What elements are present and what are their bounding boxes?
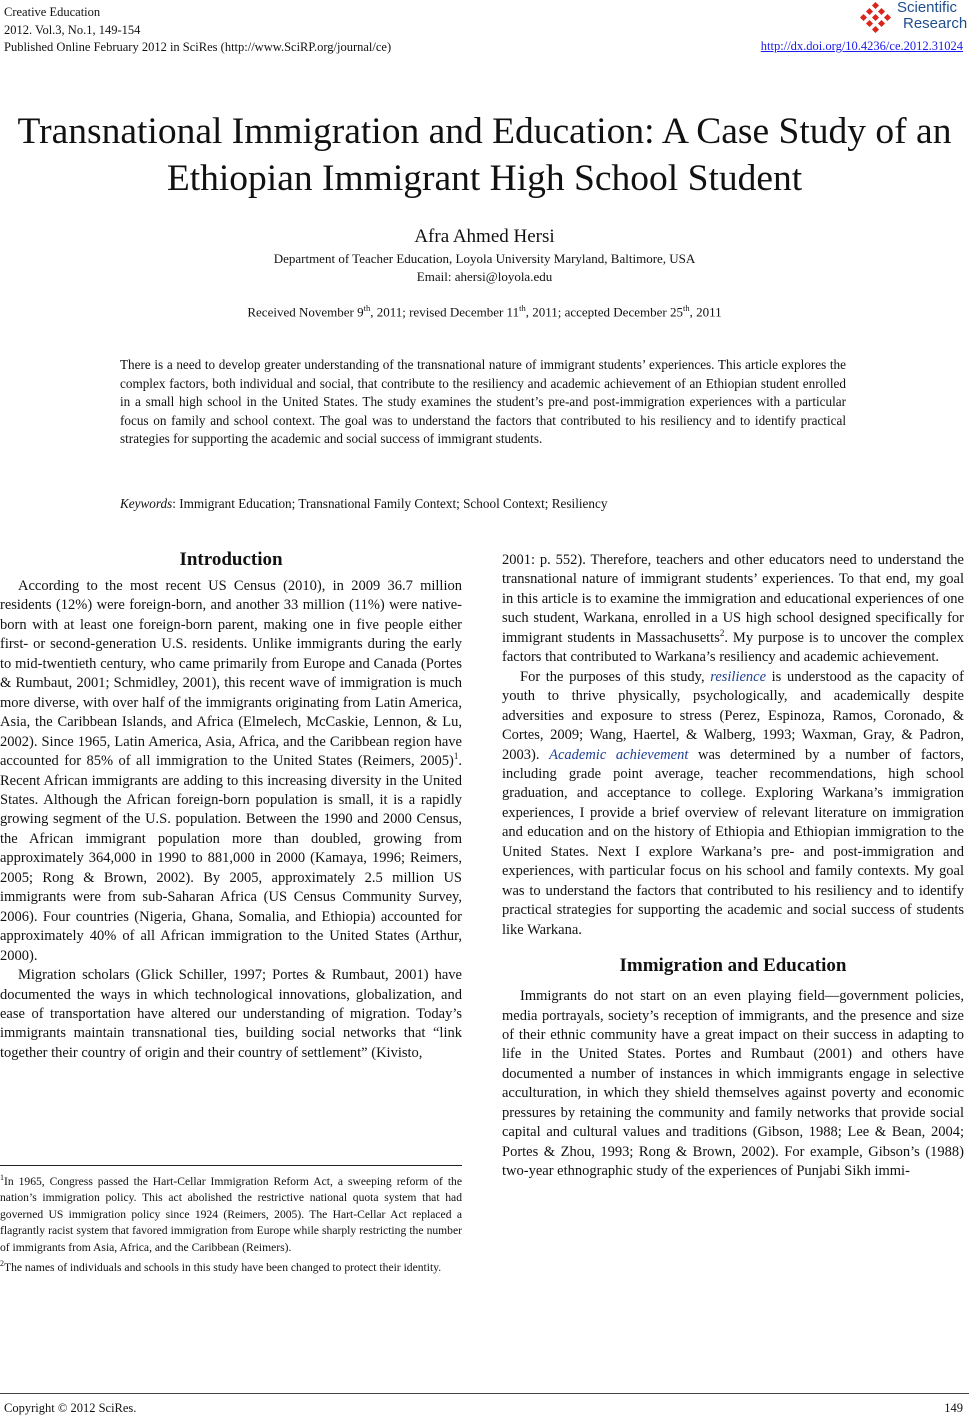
keywords-list: : Immigrant Education; Transnational Family Context; School Context; Resiliency: [172, 496, 608, 511]
footnote-1: $^1$In 1965, Congress passed the Hart-Cellar Immigration Reform Act, a sweeping reform of the nation’s immigration policy. This act abolished the restrictive national quota system that had governed US immigration policy since 1924 (Reimers, 2005). The Hart-Cellar Act replaced a flagrantly racist system that favored immigration from Europe while sharply restricting the number of immigrants from Asia, Africa, and the Caribbean (Reimers).: [0, 1173, 462, 1254]
paragraph: 2001: p. 552). Therefore, teachers and other educators need to understand the transnational nature of immigrant students’ experiences. To that end, my goal in this article is to examine the immigration and educational experiences of one such student, Warkana, enrolled in a US high school designed specifically for immigrant students in Massachusetts$^2$. My purpose is to uncover the complex factors that contributed to Warkana’s resiliency and academic achievement.: [502, 552, 964, 666]
journal-name: Creative Education: [4, 5, 101, 19]
paragraph: According to the most recent US Census (2010), in 2009 36.7 million residents (12%) were foreign-born, and another 33 million (11%) were native-born with at least one foreign-born parent, making one in five people either first- or second-generation U.S. residents. Unlike immigrants during the early to mid-twentieth century, who came primarily from Europe and Canada (Portes & Rumbaut, 2001; Schmidley, 2001), this recent wave of immigration is much more diverse, with over half of the immigrants originating from Latin America, Asia, the Caribbean Islands, and Africa (Elmelech, McCaskie, Lennon, & Lu, 2002). Since 1965, Latin America, Asia, Africa, and the Caribbean region have accounted for 85% of all immigration to the United States (Reimers, 2005)$^1$. Recent African immigrants are adding to this increasing diversity in the United States. Although the African foreign-born population is small, it is a rapidly growing segment of the U.S. population. Between the 1990 and 2000 Census, the African immigrant population more than doubled, growing from approximately 364,000 in 1990 to 881,000 in 2000 (Kamaya, 1996; Reimers, 2005; Rong & Brown, 2002). By 2005, approximately 2.5 million US immigrants were from sub-Saharan Africa (US Census Community Survey, 2006). Four countries (Nigeria, Ghana, Somalia, and Ethiopia) accounted for approximately 40% of all African immigration to the United States (Arthur, 2000).: [0, 578, 462, 964]
author-name: Afra Ahmed Hersi: [414, 226, 555, 247]
footnote-divider: [0, 1165, 462, 1166]
right-column: [502, 551, 964, 1182]
section-heading-immigration-and-education: Immigration and Education: [619, 955, 847, 977]
received-dates: Received November 9th, 2011; revised December 11th, 2011; accepted December 25th, 2011: [247, 303, 722, 320]
paragraph: Migration scholars (Glick Schiller, 1997; Portes & Rumbaut, 2001) have documented the ways in which technological innovations, globalization, and ease of transportation have altered our understanding of migration. Today’s immigrants maintain transnational ties, building social networks that “link together their country of origin and their country of settlement” (Kivisto,: [0, 967, 462, 1061]
copyright: Copyright © 2012 SciRes.: [4, 1401, 137, 1415]
paragraph: Immigrants do not start on an even playing field—government policies, media portrayals, society’s reception of immigrants, and the presence and size of their ethnic community have a great impact on their success in adapting to life in the United States. Portes and Rumbaut (2001) and others have documented a number of instances in which immigrants engage in selective acculturation, in which they shield themselves against poverty and economic pressures by retaining the community and family networks that provide social capital and cultural values and traditions (Gibson, 1988; Lee & Bean, 2004; Portes & Zhou, 1993; Rong & Brown, 2002). For example, Gibson’s (1988) two-year ethnographic study of the experiences of Punjabi Sikh immi-: [502, 988, 964, 1180]
published-line: Published Online February 2012 in SciRes (http://www.SciRP.org/journal/ce): [4, 40, 392, 54]
footnotes: [0, 1170, 462, 1277]
paper-title: Transnational Immigration and Education: A Case Study of an Ethiopian Immigrant High School Student: [17, 111, 952, 199]
author-email: Email: ahersi@loyola.edu: [416, 269, 553, 284]
abstract: There is a need to develop greater understanding of the transnational nature of immigrant students’ experiences. This article explores the complex factors, both individual and social, that contribute to the resiliency and academic achievement of an Ethiopian student enrolled in a small high school in the United States. The study examines the student’s pre-and post-immigration experiences with a particular focus on family and school context. The goal was to understand the factors that contributed to his resiliency and to identify practical strategies for supporting the academic and social success of immigrant students.: [120, 357, 846, 447]
scientific-research-logo: [859, 0, 968, 36]
keywords-label: Keywords: [120, 496, 173, 511]
page-number: 149: [944, 1401, 963, 1415]
keywords: [120, 496, 846, 512]
journal-volume: 2012. Vol.3, No.1, 149-154: [4, 22, 141, 37]
journal-header: [4, 4, 391, 57]
section-heading-introduction: Introduction: [179, 549, 283, 570]
logo-wordmark: Scientific Research: [897, 0, 968, 32]
doi-link[interactable]: http://dx.doi.org/10.4236/ce.2012.31024: [760, 39, 963, 53]
footnote-2: $^2$The names of individuals and schools in this study have been changed to protect their identity.: [0, 1259, 442, 1275]
left-column: [0, 549, 462, 1063]
logo-diamond-icon: [859, 2, 893, 34]
author-affiliation: Department of Teacher Education, Loyola University Maryland, Baltimore, USA Email: ahersi@loyola.edu: [0, 250, 969, 286]
footer-divider: [0, 1393, 969, 1394]
paragraph: For the purposes of this study, resilience is understood as the capacity of youth to thrive physically, psychologically, and academically despite adversities and exposure to stress (Perez, Espinoza, Ramos, Coronado, & Cortes, 2009; Wang, Haertel, & Walberg, 1993; Waxman, Gray, & Padron, 2003). Academic achievement was determined by a number of factors, including grade point average, teacher recommendations, high school graduation, and acceptance to college. Exploring Warkana’s immigration experiences, I provide a brief overview of relevant literature on immigration and education and on the history of Ethiopia and Ethiopian immigration to the United States. Next I explore Warkana’s pre- and post-immigration and experiences, with particular focus on his school and family contexts. My goal was to understand the factors that contributed to his resiliency and to identify practical strategies for supporting the academic and social success of students like Warkana.: [502, 668, 964, 938]
